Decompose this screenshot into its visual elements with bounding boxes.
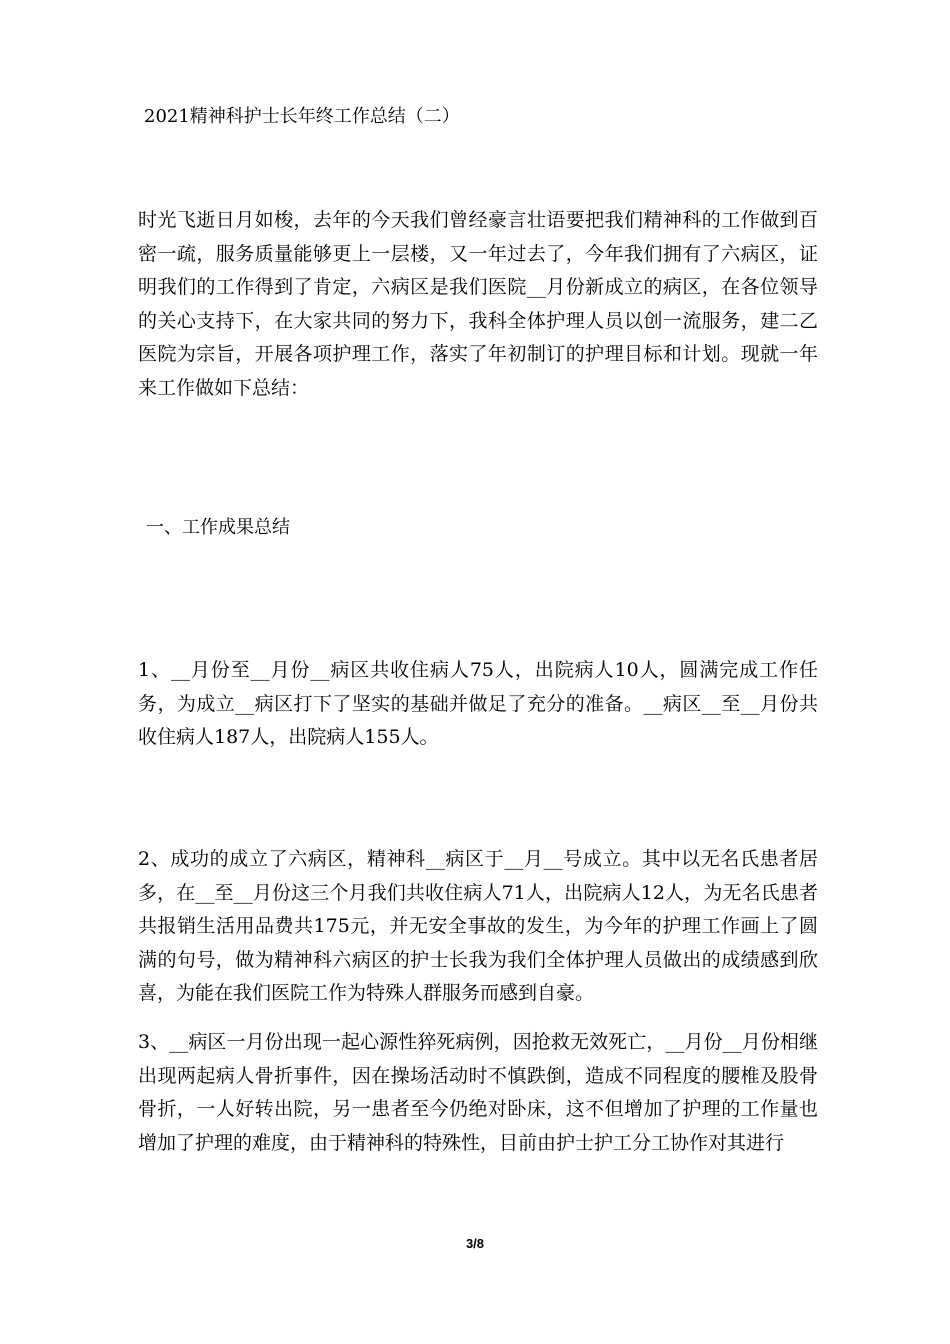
intro-paragraph: 时光飞逝日月如梭，去年的今天我们曾经豪言壮语要把我们精神科的工作做到百密一疏，服务质量能够更上一层楼，又一年过去了，今年我们拥有了六病区，证明我们的工作得到了肯定，六病区是我们医院__月份新成立的病区，在各位领导的关心支持下，在大家共同的努力下，我科全体护理人员以创一流服务，建二乙医院为宗旨，开展各项护理工作，落实了年初制订的护理目标和计划。现就一年来工作做如下总结： — [138, 209, 818, 399]
section-heading: 一、工作成果总结 — [146, 517, 290, 538]
page-number: 3/8 — [465, 1236, 485, 1251]
paragraph-item-1: 1、__月份至__月份__病区共收住病人75人，出院病人10人，圆满完成工作任务，为成立__病区打下了坚实的基础并做足了充分的准备。__病区__至__月份共收住病人187人，出院病人155人。 — [138, 659, 818, 748]
document-title: 2021精神科护士长年终工作总结（二） — [144, 106, 460, 127]
paragraph-item-3: 3、__病区一月份出现一起心源性猝死病例，因抢救无效死亡，__月份__月份相继出现两起病人骨折事件，因在操场活动时不慎跌倒，造成不同程度的腰椎及股骨骨折，一人好转出院，另一患者至今仍绝对卧床，这不但增加了护理的工作量也增加了护理的难度，由于精神科的特殊性，目前由护士护工分工协作对其进行 — [138, 1031, 818, 1154]
paragraph-item-2: 2、成功的成立了六病区，精神科__病区于__月__号成立。其中以无名氏患者居多，在__至__月份这三个月我们共收住病人71人，出院病人12人，为无名氏患者共报销生活用品费共175元，并无安全事故的发生，为今年的护理工作画上了圆满的句号，做为精神科六病区的护士长我为我们全体护理人员做出的成绩感到欣喜，为能在我们医院工作为特殊人群服务而感到自豪。 — [138, 848, 818, 1004]
